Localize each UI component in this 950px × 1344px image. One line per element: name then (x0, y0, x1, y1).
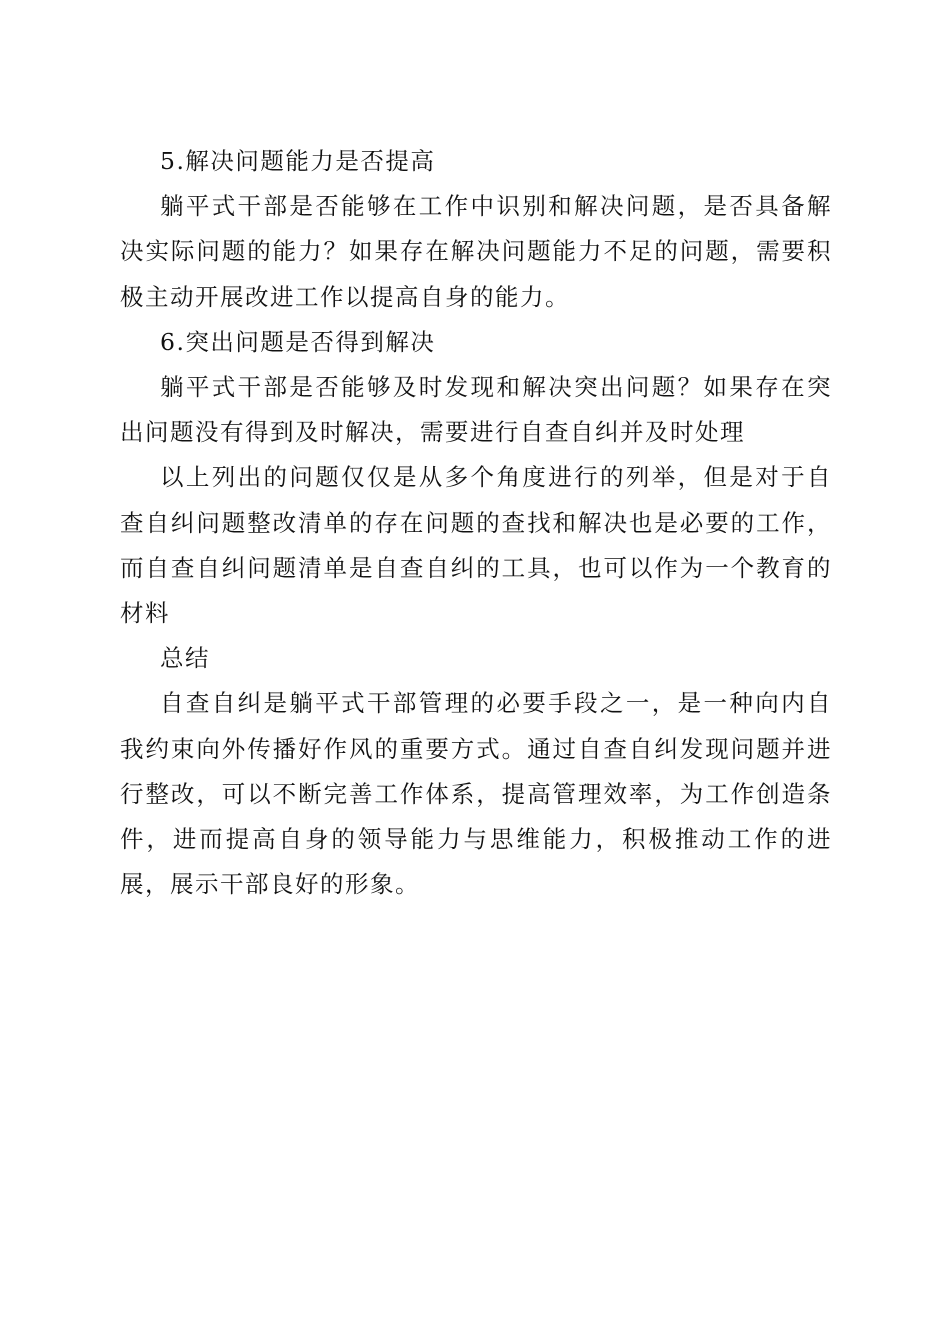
paragraph-problem-solving: 躺平式干部是否能够在工作中识别和解决问题，是否具备解决实际问题的能力？如果存在解决问题能力不足的问题，需要积极主动开展改进工作以提高自身的能力。 (120, 192, 832, 311)
paragraph-prominent-issues: 躺平式干部是否能够及时发现和解决突出问题？如果存在突出问题没有得到及时解决，需要进行自查自纠并及时处理 (120, 373, 832, 447)
heading-6-prominent-issues: 6.突出问题是否得到解决 (160, 327, 436, 356)
heading-summary: 总结 (160, 644, 210, 673)
paragraph-listing-note: 以上列出的问题仅仅是从多个角度进行的列举，但是对于自查自纠问题整改清单的存在问题的查找和解决也是必要的工作，而自查自纠问题清单是自查自纠的工具，也可以作为一个教育的材料 (120, 463, 832, 628)
paragraph-summary: 自查自纠是躺平式干部管理的必要手段之一，是一种向内自我约束向外传播好作风的重要方式。通过自查自纠发现问题并进行整改，可以不断完善工作体系，提高管理效率，为工作创造条件，进而提高自身的领导能力与思维能力，积极推动工作的进展，展示干部良好的形象。 (120, 689, 832, 899)
document-body (120, 139, 832, 907)
heading-5-problem-solving: 5.解决问题能力是否提高 (160, 147, 436, 175)
